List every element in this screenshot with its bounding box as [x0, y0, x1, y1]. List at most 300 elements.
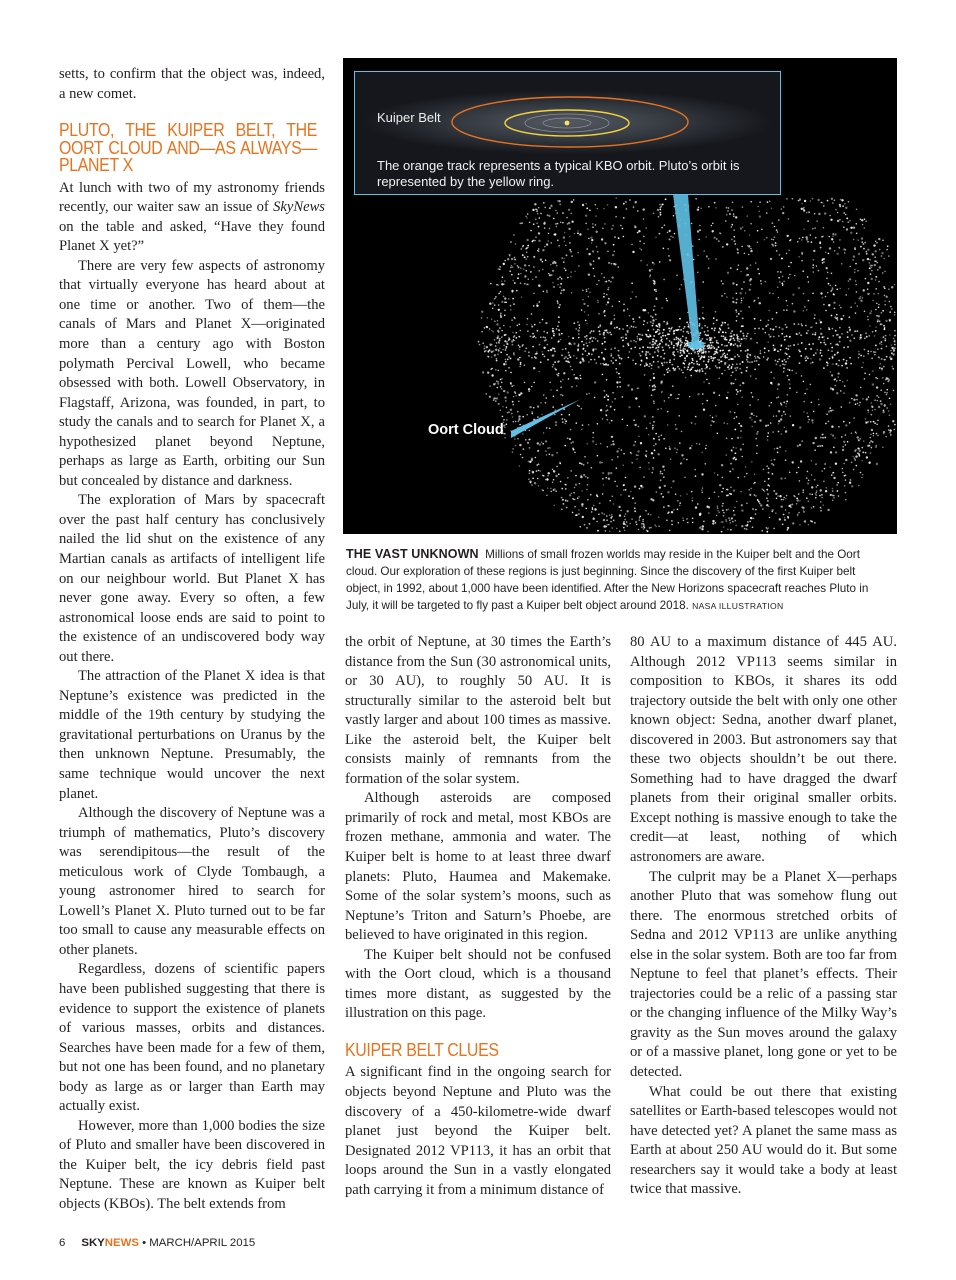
star-dot [785, 430, 787, 432]
star-dot [604, 337, 606, 339]
star-dot [557, 240, 559, 242]
star-dot [736, 416, 738, 418]
star-dot [786, 348, 788, 350]
star-dot [560, 339, 562, 341]
star-dot [538, 270, 540, 272]
star-dot [504, 310, 506, 312]
star-dot [509, 254, 511, 256]
star-dot [645, 334, 647, 336]
star-dot [666, 338, 668, 340]
star-dot [703, 349, 705, 351]
star-dot [619, 530, 621, 532]
star-dot [568, 228, 570, 230]
star-dot [580, 476, 582, 478]
star-dot [703, 381, 705, 383]
star-dot [588, 274, 590, 276]
star-dot [631, 244, 633, 246]
paragraph: The exploration of Mars by spacecraft over the past half century has conclusively nailed the lid shut on the existence of any Martian canals as artifacts of intelligent life on our neighbour world. But Planet X has never gone away. Every so often, a few astronomical loose ends are said to point to the existence of an undiscovered body way out there. [59, 492, 325, 665]
star-dot [491, 318, 493, 320]
star-dot [723, 515, 725, 517]
star-dot [847, 441, 849, 443]
star-dot [715, 311, 717, 313]
star-dot [773, 347, 775, 349]
star-dot [830, 343, 832, 345]
star-dot [753, 300, 755, 302]
star-dot [737, 391, 739, 393]
star-dot [743, 338, 745, 340]
star-dot [719, 367, 721, 369]
star-dot [786, 495, 788, 497]
star-dot [818, 336, 820, 338]
star-dot [774, 459, 776, 461]
star-dot [652, 425, 654, 427]
star-dot [609, 422, 611, 424]
star-dot [578, 324, 580, 326]
star-dot [785, 414, 787, 416]
star-dot [876, 262, 878, 264]
star-dot [845, 362, 847, 364]
star-dot [719, 232, 721, 234]
star-dot [788, 266, 790, 268]
star-dot [881, 255, 883, 257]
star-dot [606, 281, 608, 283]
star-dot [611, 420, 613, 422]
star-dot [861, 237, 863, 239]
star-dot [557, 284, 559, 286]
star-dot [592, 508, 594, 510]
star-dot [716, 349, 718, 351]
star-dot [670, 394, 672, 396]
star-dot [503, 345, 505, 347]
star-dot [880, 403, 882, 405]
star-dot [733, 236, 735, 238]
star-dot [649, 269, 651, 271]
star-dot [573, 355, 575, 357]
star-dot [882, 377, 884, 379]
star-dot [883, 336, 885, 338]
star-dot [876, 463, 878, 465]
star-dot [849, 479, 851, 481]
star-dot [746, 367, 748, 369]
star-dot [737, 345, 739, 347]
star-dot [562, 499, 564, 501]
star-dot [651, 368, 653, 370]
star-dot [842, 468, 844, 470]
star-dot [891, 286, 893, 288]
star-dot [581, 429, 583, 431]
star-dot [589, 342, 591, 344]
star-dot [801, 260, 803, 262]
star-dot [622, 336, 624, 338]
star-dot [792, 461, 794, 463]
star-dot [570, 213, 572, 215]
star-dot [728, 359, 730, 361]
star-dot [827, 338, 829, 340]
star-dot [777, 231, 779, 233]
star-dot [760, 280, 762, 282]
star-dot [691, 491, 693, 493]
star-dot [851, 462, 853, 464]
star-dot [697, 393, 699, 395]
star-dot [540, 213, 542, 215]
star-dot [614, 315, 616, 317]
star-dot [612, 357, 614, 359]
star-dot [878, 293, 880, 295]
star-dot [772, 318, 774, 320]
star-dot [533, 382, 535, 384]
star-dot [595, 444, 597, 446]
star-dot [724, 356, 726, 358]
star-dot [828, 253, 830, 255]
star-dot [566, 507, 568, 509]
star-dot [549, 228, 551, 230]
star-dot [567, 437, 569, 439]
star-dot [503, 390, 505, 392]
star-dot [545, 402, 547, 404]
star-dot [876, 242, 878, 244]
star-dot [892, 366, 894, 368]
star-dot [880, 363, 882, 365]
star-dot [839, 341, 841, 343]
star-dot [870, 259, 872, 261]
star-dot [655, 443, 657, 445]
star-dot [652, 346, 654, 348]
star-dot [648, 434, 650, 436]
caption-text: Millions of small frozen worlds may reside in the Kuiper belt and the Oort cloud. Our exploration of these regions is just beginning. Since the discovery of the first Kuiper belt object, in 1992, about 1,000 have been identified. After the New Horizons spacecraft reaches Pluto in July, it will be targeted to fly past a Kuiper belt object around 2018. [346, 548, 869, 612]
star-dot [752, 526, 754, 528]
star-dot [836, 334, 838, 336]
star-dot [673, 359, 675, 361]
star-dot [786, 326, 788, 328]
star-dot [504, 427, 506, 429]
star-dot [718, 240, 720, 242]
star-dot [740, 430, 742, 432]
star-dot [553, 488, 555, 490]
star-dot [773, 490, 775, 492]
star-dot [655, 526, 657, 528]
star-dot [811, 521, 813, 523]
star-dot [491, 356, 493, 358]
star-dot [558, 321, 560, 323]
star-dot [698, 300, 700, 302]
star-dot [530, 336, 532, 338]
star-dot [858, 357, 860, 359]
star-dot [657, 326, 659, 328]
star-dot [755, 509, 757, 511]
star-dot [506, 419, 508, 421]
star-dot [535, 236, 537, 238]
star-dot [798, 467, 800, 469]
star-dot [661, 435, 663, 437]
star-dot [667, 424, 669, 426]
star-dot [531, 357, 533, 359]
star-dot [681, 354, 683, 356]
star-dot [478, 341, 480, 343]
star-dot [528, 461, 530, 463]
star-dot [587, 477, 589, 479]
star-dot [639, 347, 641, 349]
star-dot [883, 258, 885, 260]
star-dot [622, 328, 624, 330]
star-dot [862, 474, 864, 476]
star-dot [507, 412, 509, 414]
star-dot [797, 241, 799, 243]
star-dot [503, 419, 505, 421]
star-dot [808, 524, 810, 526]
star-dot [888, 288, 890, 290]
star-dot [567, 223, 569, 225]
star-dot [816, 492, 818, 494]
star-dot [702, 525, 704, 527]
star-dot [502, 276, 504, 278]
star-dot [602, 472, 604, 474]
star-dot [533, 223, 535, 225]
star-dot [871, 267, 873, 269]
star-dot [878, 315, 880, 317]
star-dot [658, 346, 660, 348]
star-dot [776, 229, 778, 231]
star-dot [699, 323, 701, 325]
star-dot [562, 395, 564, 397]
star-dot [777, 361, 779, 363]
star-dot [506, 354, 508, 356]
star-dot [685, 377, 687, 379]
star-dot [636, 524, 638, 526]
star-dot [773, 345, 775, 347]
star-dot [754, 355, 756, 357]
text-column-2 [345, 633, 611, 1200]
star-dot [661, 227, 663, 229]
star-dot [724, 339, 726, 341]
star-dot [754, 421, 756, 423]
star-dot [501, 336, 503, 338]
star-dot [531, 411, 533, 413]
star-dot [894, 330, 896, 332]
star-dot [551, 454, 553, 456]
star-dot [715, 365, 717, 367]
star-dot [744, 476, 746, 478]
star-dot [746, 267, 748, 269]
star-dot [669, 330, 671, 332]
star-dot [645, 351, 647, 353]
star-dot [818, 213, 820, 215]
star-dot [798, 323, 800, 325]
star-dot [847, 221, 849, 223]
star-dot [499, 269, 501, 271]
star-dot [731, 224, 733, 226]
star-dot [730, 522, 732, 524]
star-dot [586, 489, 588, 491]
star-dot [588, 296, 590, 298]
star-dot [741, 246, 743, 248]
star-dot [618, 448, 620, 450]
star-dot [747, 333, 749, 335]
star-dot [584, 336, 586, 338]
star-dot [773, 528, 775, 530]
star-dot [497, 354, 499, 356]
star-dot [736, 316, 738, 318]
star-dot [565, 488, 567, 490]
star-dot [534, 257, 536, 259]
star-dot [676, 343, 678, 345]
star-dot [714, 329, 716, 331]
star-dot [879, 320, 881, 322]
star-dot [831, 198, 833, 200]
star-dot [491, 368, 493, 370]
star-dot [806, 477, 808, 479]
star-dot [505, 370, 507, 372]
star-dot [662, 473, 664, 475]
star-dot [687, 340, 689, 342]
star-dot [527, 330, 529, 332]
star-dot [717, 510, 719, 512]
star-dot [596, 231, 598, 233]
star-dot [793, 323, 795, 325]
star-dot [582, 424, 584, 426]
star-dot [849, 330, 851, 332]
star-dot [810, 362, 812, 364]
star-dot [671, 487, 673, 489]
star-dot [669, 230, 671, 232]
star-dot [654, 386, 656, 388]
star-dot [684, 477, 686, 479]
star-dot [629, 523, 631, 525]
star-dot [853, 469, 855, 471]
star-dot [866, 336, 868, 338]
star-dot [756, 342, 758, 344]
star-dot [557, 300, 559, 302]
star-dot [837, 212, 839, 214]
star-dot [549, 207, 551, 209]
star-dot [639, 317, 641, 319]
star-dot [778, 420, 780, 422]
star-dot [518, 273, 520, 275]
star-dot [889, 432, 891, 434]
star-dot [773, 377, 775, 379]
star-dot [581, 341, 583, 343]
star-dot [706, 506, 708, 508]
star-dot [727, 392, 729, 394]
star-dot [492, 331, 494, 333]
star-dot [659, 332, 661, 334]
star-dot [623, 489, 625, 491]
star-dot [607, 332, 609, 334]
star-dot [779, 518, 781, 520]
star-dot [889, 301, 891, 303]
star-dot [499, 338, 501, 340]
star-dot [840, 390, 842, 392]
star-dot [754, 473, 756, 475]
star-dot [810, 384, 812, 386]
star-dot [824, 212, 826, 214]
star-dot [805, 325, 807, 327]
star-dot [606, 379, 608, 381]
star-dot [610, 472, 612, 474]
star-dot [688, 324, 690, 326]
star-dot [530, 230, 532, 232]
star-dot [488, 356, 490, 358]
star-dot [816, 349, 818, 351]
star-dot [515, 395, 517, 397]
star-dot [798, 349, 800, 351]
star-dot [787, 305, 789, 307]
star-dot [834, 437, 836, 439]
star-dot [721, 280, 723, 282]
star-dot [889, 311, 891, 313]
star-dot [691, 445, 693, 447]
star-dot [740, 448, 742, 450]
star-dot [565, 348, 567, 350]
inset-description: The orange track represents a typical KBO orbit. Pluto’s orbit is represented by the yellow ring. [377, 158, 740, 189]
star-dot [872, 331, 874, 333]
star-dot [606, 394, 608, 396]
star-dot [878, 238, 880, 240]
star-dot [816, 494, 818, 496]
star-dot [820, 489, 822, 491]
star-dot [583, 344, 585, 346]
star-dot [679, 442, 681, 444]
star-dot [586, 290, 588, 292]
star-dot [559, 204, 561, 206]
star-dot [606, 329, 608, 331]
star-dot [643, 218, 645, 220]
star-dot [747, 521, 749, 523]
star-dot [538, 232, 540, 234]
star-dot [668, 328, 670, 330]
star-dot [546, 332, 548, 334]
star-dot [514, 263, 516, 265]
star-dot [552, 270, 554, 272]
star-dot [746, 355, 748, 357]
star-dot [740, 350, 742, 352]
star-dot [686, 322, 688, 324]
star-dot [557, 325, 559, 327]
star-dot [517, 265, 519, 267]
star-dot [711, 345, 713, 347]
star-dot [755, 438, 757, 440]
star-dot [676, 337, 678, 339]
star-dot [504, 437, 506, 439]
star-dot [529, 222, 531, 224]
star-dot [750, 494, 752, 496]
star-dot [750, 375, 752, 377]
star-dot [759, 215, 761, 217]
star-dot [868, 350, 870, 352]
star-dot [804, 306, 806, 308]
star-dot [844, 252, 846, 254]
star-dot [520, 364, 522, 366]
star-dot [702, 370, 704, 372]
star-dot [514, 317, 516, 319]
star-dot [736, 311, 738, 313]
star-dot [663, 358, 665, 360]
star-dot [500, 386, 502, 388]
star-dot [638, 426, 640, 428]
star-dot [799, 332, 801, 334]
star-dot [596, 246, 598, 248]
star-dot [773, 415, 775, 417]
star-dot [824, 463, 826, 465]
star-dot [736, 367, 738, 369]
star-dot [590, 359, 592, 361]
star-dot [757, 431, 759, 433]
star-dot [525, 348, 527, 350]
star-dot [583, 303, 585, 305]
star-dot [566, 254, 568, 256]
star-dot [521, 248, 523, 250]
star-dot [652, 356, 654, 358]
magazine-name: SkyNews [273, 199, 325, 216]
